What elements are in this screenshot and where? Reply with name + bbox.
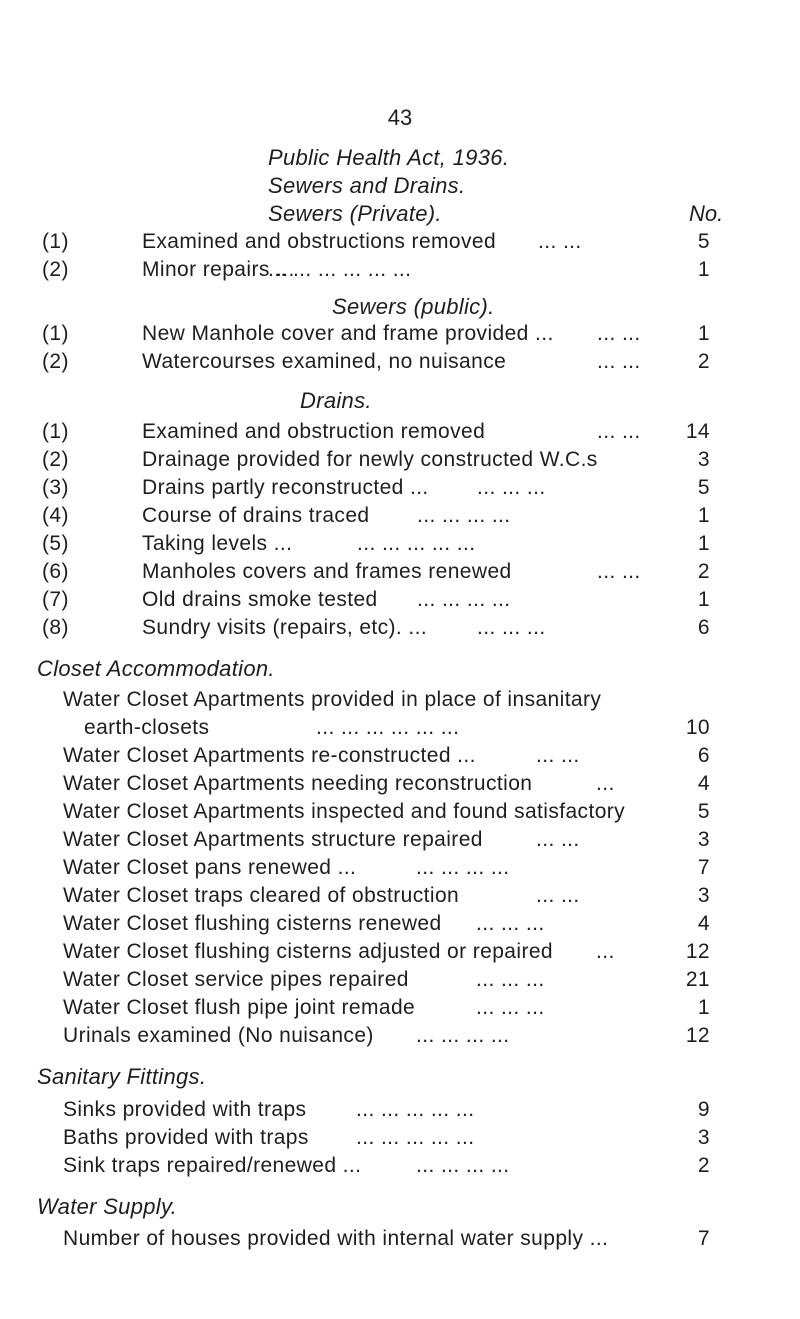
item-label: Water Closet flushing cisterns adjusted or repaired — [63, 940, 554, 963]
list-item — [63, 1098, 710, 1128]
item-number: (5) — [42, 532, 69, 555]
column-header-no: No. — [689, 201, 724, 226]
item-label: Water Closet pans renewed ... — [63, 856, 357, 879]
item-value: 1 — [697, 996, 710, 1019]
item-number: (2) — [42, 258, 69, 281]
leader-dots: ... ... — [597, 322, 641, 345]
list-item — [42, 258, 710, 288]
item-label: Urinals examined (No nuisance) — [63, 1024, 374, 1047]
item-label: Examined and obstructions removed — [142, 230, 497, 253]
heading-water-supply: Water Supply. — [37, 1194, 178, 1219]
item-value: 3 — [697, 1126, 710, 1149]
list-item — [42, 420, 710, 450]
list-item — [63, 772, 710, 802]
leader-dots: ... ... ... — [476, 968, 545, 991]
heading-drains: Drains. — [300, 388, 372, 413]
item-value: 5 — [697, 230, 710, 253]
item-value: 5 — [697, 800, 710, 823]
item-value: 2 — [697, 560, 710, 583]
list-item — [63, 1126, 710, 1156]
leader-dots: ... ... ... ... — [416, 1154, 510, 1177]
item-label: Water Closet Apartments provided in place of insanitary — [63, 688, 602, 711]
document-title: Public Health Act, 1936. — [268, 145, 510, 170]
leader-dots: ... ... ... ... — [417, 504, 511, 527]
list-item — [63, 828, 710, 858]
item-value: 1 — [697, 322, 710, 345]
item-label: New Manhole cover and frame provided ... — [142, 322, 554, 345]
leader-dots: ... ... — [597, 350, 641, 373]
item-value: 3 — [697, 448, 710, 471]
item-value: 2 — [697, 350, 710, 373]
heading-sewers-public: Sewers (public). — [332, 294, 495, 319]
leader-dots: ... ... — [536, 828, 580, 851]
item-label: Examined and obstruction removed — [142, 420, 486, 443]
list-item — [63, 1154, 710, 1184]
leader-dots: ... ... ... — [477, 616, 546, 639]
leader-dots: ... ... ... — [477, 476, 546, 499]
item-label: Water Closet traps cleared of obstruction — [63, 884, 460, 907]
item-label: earth-closets — [84, 716, 210, 739]
item-value: 10 — [685, 716, 710, 739]
list-item — [63, 968, 710, 998]
list-item — [63, 884, 710, 914]
list-item — [42, 560, 710, 590]
item-label: Baths provided with traps — [63, 1126, 309, 1149]
list-item — [42, 476, 710, 506]
list-item — [63, 912, 710, 942]
list-item — [63, 800, 710, 830]
item-number: (2) — [42, 350, 69, 373]
page-number: 43 — [387, 105, 413, 130]
item-value: 14 — [685, 420, 710, 443]
leader-dots: ... ... — [538, 230, 582, 253]
list-item — [63, 1227, 710, 1257]
heading-sewers-private: Sewers (Private). — [268, 201, 442, 226]
item-number: (2) — [42, 448, 69, 471]
item-number: (1) — [42, 230, 69, 253]
item-label: Number of houses provided with internal water supply ... — [63, 1227, 609, 1250]
item-number: (7) — [42, 588, 69, 611]
item-label: Drains partly reconstructed ... — [142, 476, 429, 499]
item-value: 5 — [697, 476, 710, 499]
item-value: 4 — [697, 912, 710, 935]
item-label: Water Closet service pipes repaired — [63, 968, 409, 991]
document-subtitle: Sewers and Drains. — [268, 173, 466, 198]
item-value: 12 — [685, 1024, 710, 1047]
list-item — [63, 856, 710, 886]
item-number: (8) — [42, 616, 69, 639]
item-label: Sinks provided with traps — [63, 1098, 307, 1121]
heading-closet-accommodation: Closet Accommodation. — [37, 656, 275, 681]
leader-dots: ... ... ... ... — [417, 588, 511, 611]
item-value: 1 — [697, 588, 710, 611]
item-value: 21 — [685, 968, 710, 991]
item-value: 9 — [697, 1098, 710, 1121]
item-label: Old drains smoke tested — [142, 588, 378, 611]
item-value: 7 — [697, 1227, 710, 1250]
item-label: Watercourses examined, no nuisance — [142, 350, 507, 373]
list-item — [42, 532, 710, 562]
item-label: Water Closet flush pipe joint remade — [63, 996, 416, 1019]
item-value: 1 — [697, 532, 710, 555]
item-number: (1) — [42, 322, 69, 345]
list-item-text — [63, 688, 710, 718]
item-number: (4) — [42, 504, 69, 527]
item-label: Water Closet Apartments structure repaired — [63, 828, 483, 851]
list-item — [63, 716, 710, 746]
item-label: Water Closet Apartments re-constructed ... — [63, 744, 476, 767]
leader-dots: ... ... — [597, 420, 641, 443]
item-value: 6 — [697, 744, 710, 767]
list-item — [42, 616, 710, 646]
list-item — [42, 448, 710, 478]
item-value: 12 — [685, 940, 710, 963]
list-item — [42, 588, 710, 618]
item-label: Sink traps repaired/renewed ... — [63, 1154, 362, 1177]
leader-dots: ... ... — [536, 744, 580, 767]
item-number: (6) — [42, 560, 69, 583]
leader-dots: ... ... — [597, 560, 641, 583]
list-item — [63, 744, 710, 774]
list-item — [63, 940, 710, 970]
item-label: Drainage provided for newly constructed W.C.s — [142, 448, 598, 471]
item-label: Taking levels ... — [142, 532, 293, 555]
list-item — [42, 322, 710, 352]
leader-dots: ... — [596, 772, 615, 795]
item-number: (3) — [42, 476, 69, 499]
list-item — [42, 230, 710, 260]
item-value: 1 — [697, 258, 710, 281]
list-item — [63, 996, 710, 1026]
list-item — [42, 504, 710, 534]
leader-dots: ... ... ... ... ... — [357, 532, 476, 555]
heading-sanitary-fittings: Sanitary Fittings. — [37, 1064, 207, 1089]
item-label: Water Closet flushing cisterns renewed — [63, 912, 442, 935]
leader-dots: ... ... ... ... ... — [356, 1098, 475, 1121]
item-value: 6 — [697, 616, 710, 639]
list-item — [42, 350, 710, 380]
leader-dots: ... ... ... ... ... ... — [268, 258, 412, 281]
list-item — [63, 1024, 710, 1054]
item-value: 3 — [697, 828, 710, 851]
leader-dots: ... ... ... ... ... — [356, 1126, 475, 1149]
leader-dots: ... ... — [536, 884, 580, 907]
item-label: Minor repairs ... — [142, 258, 295, 281]
leader-dots: ... — [596, 940, 615, 963]
item-label: Course of drains traced — [142, 504, 370, 527]
leader-dots: ... ... ... ... ... ... — [316, 716, 460, 739]
item-number: (1) — [42, 420, 69, 443]
leader-dots: ... ... ... ... — [416, 1024, 510, 1047]
item-label: Water Closet Apartments inspected and found satisfactory — [63, 800, 626, 823]
item-value: 3 — [697, 884, 710, 907]
leader-dots: ... ... ... — [476, 912, 545, 935]
item-value: 4 — [697, 772, 710, 795]
item-label: Sundry visits (repairs, etc). ... — [142, 616, 428, 639]
leader-dots: ... ... ... — [476, 996, 545, 1019]
item-value: 1 — [697, 504, 710, 527]
item-label: Water Closet Apartments needing reconstruction — [63, 772, 533, 795]
item-label: Manholes covers and frames renewed — [142, 560, 512, 583]
leader-dots: ... ... ... ... — [416, 856, 510, 879]
item-value: 2 — [697, 1154, 710, 1177]
item-value: 7 — [697, 856, 710, 879]
